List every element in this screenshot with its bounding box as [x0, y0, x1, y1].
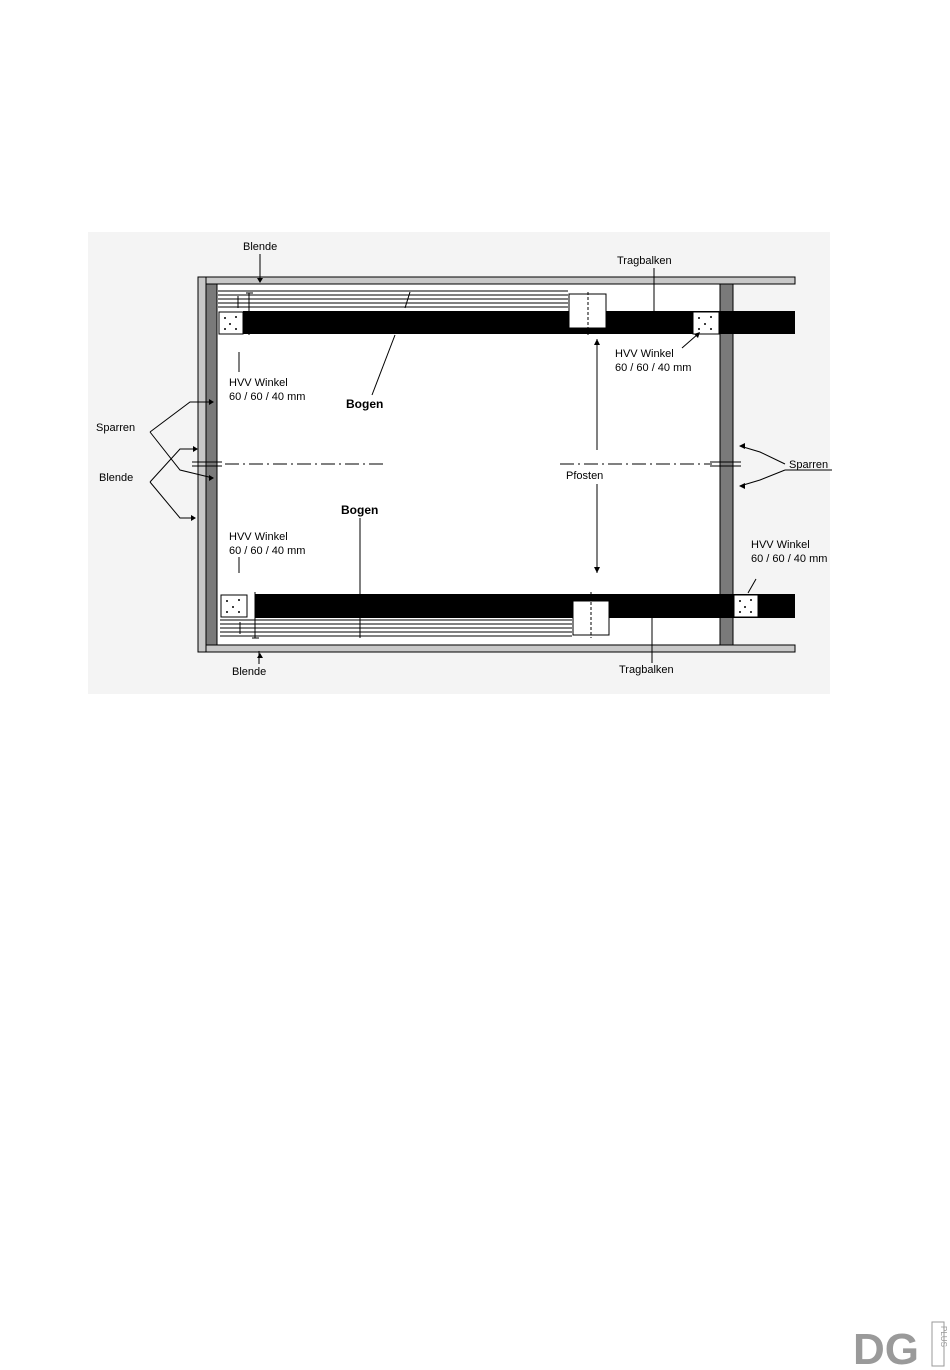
label-pfosten: Pfosten	[566, 470, 604, 482]
hvv-plate-top-right	[693, 312, 719, 334]
label-hvv-top-left-2: 60 / 60 / 40 mm	[229, 391, 306, 403]
hvv-plate-bottom-right	[734, 595, 758, 617]
logo-side-text: PLUS	[939, 1326, 948, 1347]
blende-bottom-board	[198, 645, 795, 652]
label-bogen-bottom: Bogen	[341, 503, 379, 517]
label-blende-bottom: Blende	[232, 666, 267, 678]
label-hvv-bottom-right-2: 60 / 60 / 40 mm	[751, 553, 828, 565]
blende-left-board	[198, 277, 206, 652]
label-hvv-bottom-left-1: HVV Winkel	[229, 531, 288, 543]
label-blende-left: Blende	[99, 472, 134, 484]
label-tragbalken-top: Tragbalken	[617, 255, 672, 267]
dg-plus-logo	[853, 1322, 948, 1370]
label-sparren-left: Sparren	[96, 422, 136, 434]
label-hvv-top-right-2: 60 / 60 / 40 mm	[615, 362, 692, 374]
label-tragbalken-bottom: Tragbalken	[619, 664, 674, 676]
hvv-plate-top-left	[219, 312, 243, 334]
tragbalken-bottom-beam	[255, 594, 795, 618]
sparren-right	[720, 284, 733, 645]
logo-main-text: DG	[853, 1325, 919, 1370]
sparren-left	[206, 284, 217, 645]
label-hvv-top-left-1: HVV Winkel	[229, 377, 288, 389]
blende-top-board	[198, 277, 795, 284]
label-hvv-bottom-right-1: HVV Winkel	[751, 539, 810, 551]
hvv-plate-bottom-left	[221, 595, 247, 617]
label-hvv-top-right-1: HVV Winkel	[615, 348, 674, 360]
label-sparren-right: Sparren	[789, 459, 829, 471]
label-blende-top: Blende	[243, 241, 278, 253]
label-hvv-bottom-left-2: 60 / 60 / 40 mm	[229, 545, 306, 557]
label-bogen-top: Bogen	[346, 397, 384, 411]
